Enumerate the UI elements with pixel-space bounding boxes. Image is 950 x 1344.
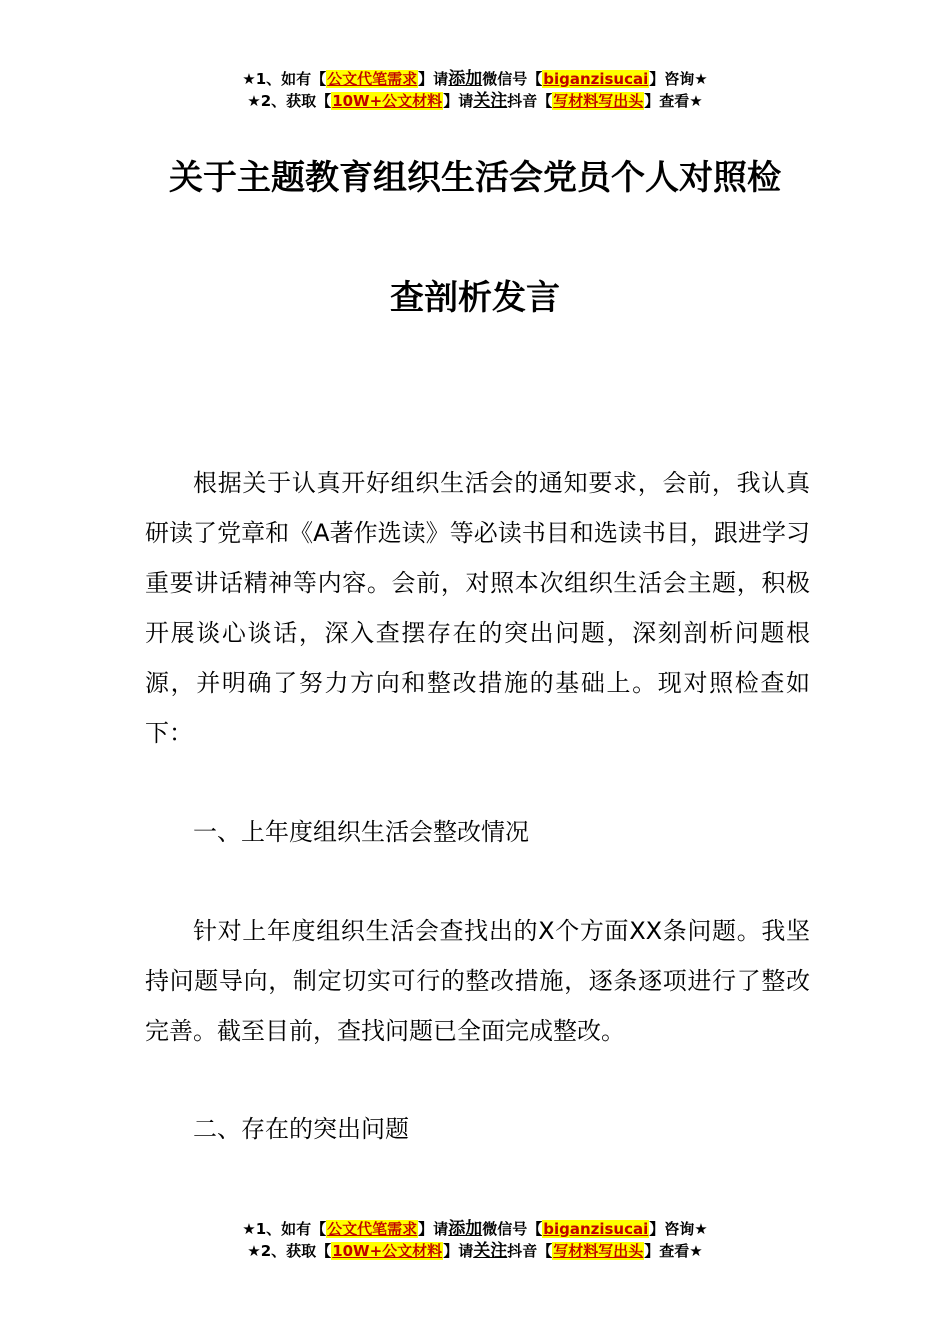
banner-text: 微信号【 [482, 1220, 543, 1238]
banner-line-1 [0, 68, 950, 90]
banner-text: 】查看★ [644, 1242, 703, 1260]
banner-text: ★1、如有【 [242, 1220, 327, 1238]
banner-emphasis: 添加 [448, 1219, 483, 1239]
banner-text: ★2、获取【 [247, 1242, 332, 1260]
banner-text: 】咨询★ [649, 70, 708, 88]
banner-text: 】查看★ [644, 92, 703, 110]
banner-highlight: 写材料写出头 [553, 1242, 644, 1260]
banner-emphasis: 关注 [473, 1241, 508, 1261]
banner-highlight: 10W+公文材料 [332, 1242, 443, 1260]
banner-text: 】请 [418, 1220, 449, 1238]
banner-emphasis: 关注 [473, 91, 508, 111]
banner-line-1 [0, 1218, 950, 1240]
footer-banner [0, 1218, 950, 1262]
banner-text: 抖音【 [507, 1242, 553, 1260]
banner-highlight: 写材料写出头 [553, 92, 644, 110]
banner-highlight: 公文代笔需求 [327, 1220, 418, 1238]
section-heading-1: 一、上年度组织生活会整改情况 [193, 818, 529, 846]
document-title-line-1: 关于主题教育组织生活会党员个人对照检 [169, 158, 781, 198]
section-1-paragraph: 针对上年度组织生活会查找出的X个方面XX条问题。我坚持问题导向，制定切实可行的整改措施，逐条逐项进行了整改完善。截至目前，查找问题已全面完成整改。 [145, 917, 810, 1045]
banner-line-2 [0, 1240, 950, 1262]
intro-paragraph: 根据关于认真开好组织生活会的通知要求，会前，我认真研读了党章和《A著作选读》等必读书目和选读书目，跟进学习重要讲话精神等内容。会前，对照本次组织生活会主题，积极开展谈心谈话，深入查摆存在的突出问题，深刻剖析问题根源，并明确了努力方向和整改措施的基础上。现对照检查如下： [145, 469, 810, 747]
banner-text: 微信号【 [482, 70, 543, 88]
banner-text: 】咨询★ [649, 1220, 708, 1238]
banner-text: ★2、获取【 [247, 92, 332, 110]
banner-highlight: biganzisucai [543, 70, 649, 88]
banner-text: 抖音【 [507, 92, 553, 110]
banner-text: 】请 [443, 92, 474, 110]
banner-text: 】请 [443, 1242, 474, 1260]
header-banner [0, 68, 950, 112]
banner-line-2 [0, 90, 950, 112]
banner-text: ★1、如有【 [242, 70, 327, 88]
banner-emphasis: 添加 [448, 69, 483, 89]
banner-text: 】请 [418, 70, 449, 88]
document-title-line-2: 查剖析发言 [390, 278, 560, 318]
banner-highlight: biganzisucai [543, 1220, 649, 1238]
section-heading-2: 二、存在的突出问题 [193, 1115, 409, 1143]
banner-highlight: 公文代笔需求 [327, 70, 418, 88]
banner-highlight: 10W+公文材料 [332, 92, 443, 110]
